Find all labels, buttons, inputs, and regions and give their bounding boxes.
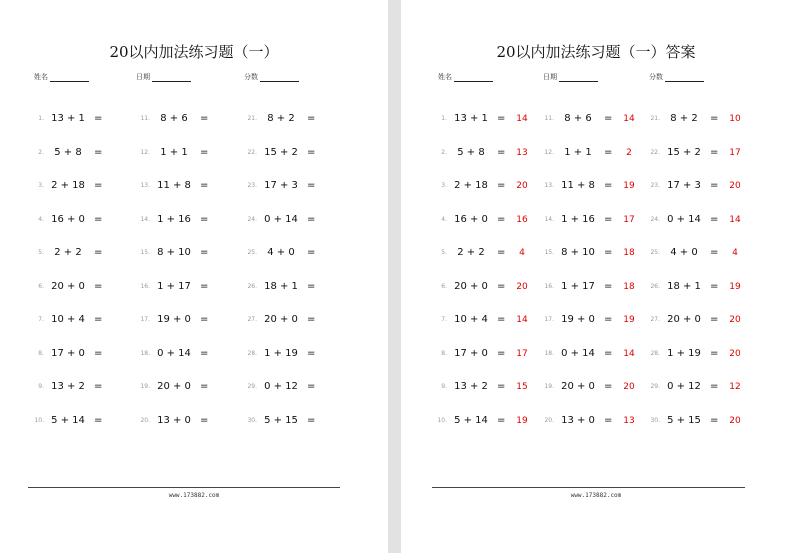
problem-expression: 8 + 6 — [160, 113, 188, 124]
problem-number: 6. — [441, 282, 447, 290]
answer-value: 14 — [516, 315, 528, 325]
problem-number: 28. — [650, 349, 660, 357]
equals-sign: = — [604, 280, 613, 292]
score-label: 分数 — [244, 73, 258, 81]
problem-expression: 5 + 14 — [454, 414, 488, 426]
problem-row — [28, 348, 138, 362]
equals-sign: = — [307, 280, 316, 292]
problem-expression: 0 + 14 — [157, 347, 191, 359]
equals-sign: = — [604, 314, 613, 325]
equals-sign: = — [94, 280, 103, 292]
problem-number: 10. — [34, 416, 44, 424]
answer-value: 20 — [729, 415, 741, 426]
problem-expression: 1 + 19 — [667, 347, 701, 359]
problem-expression: 17 + 0 — [454, 347, 488, 359]
worksheet-title: 20以内加法练习题（一） — [109, 43, 279, 61]
name-blank[interactable] — [50, 72, 89, 82]
answer-row — [644, 247, 754, 261]
problem-expression: 11 + 8 — [157, 180, 191, 191]
problem-number: 30. — [650, 416, 660, 424]
footer-url: www.173882.com — [168, 492, 220, 499]
problem-expression: 4 + 0 — [670, 247, 698, 258]
problem-number: 10. — [437, 416, 447, 424]
problem-row — [241, 113, 351, 127]
equals-sign: = — [497, 180, 506, 191]
problem-number: 5. — [38, 249, 44, 256]
problem-row — [241, 214, 351, 228]
equals-sign: = — [94, 381, 103, 392]
problem-number: 17. — [544, 316, 554, 323]
problem-expression: 18 + 1 — [264, 280, 298, 292]
equals-sign: = — [200, 414, 209, 426]
answer-row — [644, 113, 754, 127]
problem-row — [241, 247, 351, 261]
equals-sign: = — [307, 180, 316, 191]
problem-expression: 5 + 14 — [51, 414, 85, 426]
score-label: 分数 — [649, 73, 663, 81]
answer-row — [431, 113, 541, 127]
problem-row — [134, 281, 244, 295]
name-label: 姓名 — [438, 73, 452, 81]
answer-page — [401, 0, 791, 553]
problem-expression: 5 + 8 — [457, 146, 485, 158]
problem-number: 21. — [247, 115, 257, 122]
equals-sign: = — [710, 180, 719, 191]
name-label: 姓名 — [34, 73, 48, 81]
equals-sign: = — [200, 213, 209, 225]
problem-row — [134, 247, 244, 261]
problem-number: 27. — [247, 316, 257, 323]
problem-number: 19. — [544, 383, 554, 390]
equals-sign: = — [710, 347, 719, 359]
problem-number: 5. — [441, 249, 447, 256]
problem-expression: 13 + 1 — [51, 113, 85, 124]
equals-sign: = — [307, 347, 316, 359]
problem-row — [241, 314, 351, 328]
problem-expression: 13 + 0 — [157, 414, 191, 426]
problem-row — [241, 281, 351, 295]
problem-number: 26. — [650, 282, 660, 290]
problem-row — [28, 214, 138, 228]
problem-number: 22. — [247, 148, 257, 156]
problem-expression: 0 + 12 — [264, 381, 298, 392]
problem-number: 26. — [247, 282, 257, 290]
equals-sign: = — [307, 381, 316, 392]
problem-number: 16. — [140, 282, 150, 290]
answer-value: 20 — [729, 181, 741, 191]
equals-sign: = — [307, 314, 316, 325]
problem-number: 25. — [650, 249, 660, 256]
problem-number: 24. — [247, 215, 257, 223]
answer-value: 19 — [623, 315, 635, 325]
answer-value: 20 — [623, 382, 635, 392]
date-field — [543, 72, 598, 82]
equals-sign: = — [604, 213, 613, 225]
answer-row — [644, 180, 754, 194]
problem-expression: 10 + 4 — [454, 314, 488, 325]
answer-row — [538, 381, 648, 395]
equals-sign: = — [94, 347, 103, 359]
problem-number: 11. — [544, 115, 554, 122]
problem-expression: 1 + 19 — [264, 347, 298, 359]
problem-expression: 4 + 0 — [267, 247, 295, 258]
score-field — [244, 72, 299, 82]
problem-number: 8. — [38, 349, 44, 357]
equals-sign: = — [497, 247, 506, 258]
date-label: 日期 — [543, 73, 557, 81]
problem-number: 15. — [544, 249, 554, 256]
answer-value: 15 — [516, 382, 528, 392]
problem-expression: 2 + 2 — [457, 247, 485, 258]
problem-number: 11. — [140, 115, 150, 122]
worksheet-page — [0, 0, 388, 553]
equals-sign: = — [604, 180, 613, 191]
answer-value: 17 — [623, 214, 635, 225]
equals-sign: = — [94, 247, 103, 258]
problem-number: 3. — [38, 182, 44, 189]
equals-sign: = — [710, 414, 719, 426]
score-field — [649, 72, 704, 82]
equals-sign: = — [604, 414, 613, 426]
equals-sign: = — [710, 146, 719, 158]
problem-expression: 13 + 2 — [454, 381, 488, 392]
problem-expression: 0 + 14 — [667, 213, 701, 225]
name-blank[interactable] — [454, 72, 493, 82]
equals-sign: = — [200, 347, 209, 359]
answer-row — [538, 348, 648, 362]
problem-number: 2. — [441, 148, 447, 156]
answer-row — [538, 180, 648, 194]
problem-expression: 0 + 14 — [561, 347, 595, 359]
date-blank[interactable] — [559, 72, 598, 82]
problem-expression: 8 + 2 — [670, 113, 698, 124]
problem-number: 15. — [140, 249, 150, 256]
answer-value: 13 — [623, 415, 635, 426]
problem-expression: 1 + 17 — [157, 280, 191, 292]
problem-number: 19. — [140, 383, 150, 390]
answer-value: 17 — [729, 147, 741, 158]
answer-value: 19 — [516, 415, 528, 426]
equals-sign: = — [604, 113, 613, 124]
equals-sign: = — [497, 213, 506, 225]
footer-divider — [28, 487, 340, 488]
equals-sign: = — [200, 113, 209, 124]
equals-sign: = — [307, 213, 316, 225]
problem-row — [134, 180, 244, 194]
equals-sign: = — [94, 146, 103, 158]
answer-value: 14 — [729, 214, 741, 225]
problem-expression: 5 + 15 — [264, 414, 298, 426]
problem-number: 27. — [650, 316, 660, 323]
problem-expression: 16 + 0 — [51, 213, 85, 225]
equals-sign: = — [94, 414, 103, 426]
answer-value: 13 — [516, 147, 528, 158]
problem-expression: 0 + 14 — [264, 213, 298, 225]
answer-value: 20 — [516, 181, 528, 191]
answer-row — [538, 113, 648, 127]
equals-sign: = — [497, 347, 506, 359]
problem-number: 18. — [544, 349, 554, 357]
equals-sign: = — [307, 414, 316, 426]
problem-number: 12. — [140, 148, 150, 156]
problem-expression: 19 + 0 — [561, 314, 595, 325]
problem-expression: 20 + 0 — [51, 280, 85, 292]
problem-number: 20. — [544, 416, 554, 424]
equals-sign: = — [94, 113, 103, 124]
answer-value: 10 — [729, 114, 741, 124]
equals-sign: = — [200, 180, 209, 191]
problem-expression: 20 + 0 — [561, 381, 595, 392]
answer-row — [431, 348, 541, 362]
problem-expression: 1 + 16 — [561, 213, 595, 225]
answer-title: 20以内加法练习题（一）答案 — [496, 43, 696, 61]
problem-expression: 1 + 1 — [564, 146, 592, 158]
answer-value: 4 — [732, 248, 738, 258]
date-label: 日期 — [136, 73, 150, 81]
score-blank[interactable] — [665, 72, 704, 82]
answer-value: 20 — [729, 315, 741, 325]
answer-value: 14 — [516, 114, 528, 124]
answer-value: 17 — [516, 348, 528, 359]
problem-expression: 13 + 2 — [51, 381, 85, 392]
problem-number: 14. — [544, 215, 554, 223]
problem-row — [134, 348, 244, 362]
equals-sign: = — [710, 314, 719, 325]
equals-sign: = — [94, 213, 103, 225]
answer-row — [538, 314, 648, 328]
problem-number: 23. — [247, 182, 257, 189]
equals-sign: = — [200, 314, 209, 325]
answer-row — [644, 348, 754, 362]
answer-value: 4 — [519, 248, 525, 258]
problem-number: 2. — [38, 148, 44, 156]
problem-expression: 2 + 2 — [54, 247, 82, 258]
answer-row — [431, 214, 541, 228]
problem-number: 9. — [441, 383, 447, 390]
equals-sign: = — [497, 381, 506, 392]
problem-expression: 2 + 18 — [454, 180, 488, 191]
problem-number: 8. — [441, 349, 447, 357]
problem-expression: 17 + 0 — [51, 347, 85, 359]
problem-number: 29. — [650, 383, 660, 390]
problem-expression: 0 + 12 — [667, 381, 701, 392]
problem-number: 4. — [441, 215, 447, 223]
problem-expression: 15 + 2 — [264, 146, 298, 158]
problem-expression: 1 + 1 — [160, 146, 188, 158]
answer-row — [431, 415, 541, 429]
problem-number: 9. — [38, 383, 44, 390]
problem-row — [134, 147, 244, 161]
problem-expression: 18 + 1 — [667, 280, 701, 292]
equals-sign: = — [710, 247, 719, 258]
problem-number: 16. — [544, 282, 554, 290]
answer-row — [538, 214, 648, 228]
problem-expression: 5 + 8 — [54, 146, 82, 158]
problem-expression: 17 + 3 — [264, 180, 298, 191]
problem-row — [28, 415, 138, 429]
equals-sign: = — [200, 381, 209, 392]
answer-value: 2 — [626, 147, 632, 158]
problem-row — [28, 113, 138, 127]
problem-row — [28, 281, 138, 295]
answer-row — [431, 381, 541, 395]
problem-row — [134, 381, 244, 395]
problem-row — [241, 381, 351, 395]
answer-row — [644, 314, 754, 328]
problem-number: 7. — [38, 316, 44, 323]
equals-sign: = — [604, 247, 613, 258]
answer-row — [538, 247, 648, 261]
answer-value: 19 — [729, 281, 741, 292]
problem-row — [241, 147, 351, 161]
equals-sign: = — [710, 381, 719, 392]
problem-number: 13. — [140, 182, 150, 189]
problem-number: 21. — [650, 115, 660, 122]
problem-expression: 19 + 0 — [157, 314, 191, 325]
answer-row — [644, 415, 754, 429]
equals-sign: = — [497, 113, 506, 124]
problem-row — [241, 415, 351, 429]
equals-sign: = — [307, 247, 316, 258]
problem-number: 24. — [650, 215, 660, 223]
problem-row — [28, 247, 138, 261]
problem-expression: 8 + 2 — [267, 113, 295, 124]
equals-sign: = — [200, 247, 209, 258]
problem-number: 29. — [247, 383, 257, 390]
problem-row — [28, 180, 138, 194]
problem-expression: 20 + 0 — [454, 280, 488, 292]
problem-number: 6. — [38, 282, 44, 290]
equals-sign: = — [710, 213, 719, 225]
problem-expression: 20 + 0 — [157, 381, 191, 392]
problem-number: 1. — [38, 115, 44, 122]
problem-number: 7. — [441, 316, 447, 323]
answer-row — [644, 281, 754, 295]
problem-number: 22. — [650, 148, 660, 156]
problem-number: 30. — [247, 416, 257, 424]
equals-sign: = — [200, 280, 209, 292]
problem-number: 14. — [140, 215, 150, 223]
answer-row — [538, 415, 648, 429]
problem-row — [134, 314, 244, 328]
problem-number: 13. — [544, 182, 554, 189]
name-field — [438, 72, 493, 82]
problem-expression: 8 + 10 — [157, 247, 191, 258]
footer-url: www.173882.com — [570, 492, 622, 499]
answer-value: 16 — [516, 214, 528, 225]
problem-expression: 10 + 4 — [51, 314, 85, 325]
problem-number: 25. — [247, 249, 257, 256]
problem-expression: 13 + 1 — [454, 113, 488, 124]
problem-expression: 20 + 0 — [264, 314, 298, 325]
equals-sign: = — [307, 146, 316, 158]
equals-sign: = — [710, 113, 719, 124]
problem-expression: 5 + 15 — [667, 414, 701, 426]
problem-expression: 17 + 3 — [667, 180, 701, 191]
answer-value: 18 — [623, 248, 635, 258]
problem-row — [134, 415, 244, 429]
problem-expression: 1 + 16 — [157, 213, 191, 225]
problem-row — [241, 180, 351, 194]
equals-sign: = — [200, 146, 209, 158]
footer-divider — [432, 487, 745, 488]
problem-expression: 11 + 8 — [561, 180, 595, 191]
answer-row — [431, 147, 541, 161]
problem-number: 23. — [650, 182, 660, 189]
equals-sign: = — [710, 280, 719, 292]
problem-expression: 15 + 2 — [667, 146, 701, 158]
problem-expression: 1 + 17 — [561, 280, 595, 292]
equals-sign: = — [497, 314, 506, 325]
problem-row — [28, 381, 138, 395]
answer-value: 18 — [623, 281, 635, 292]
answer-row — [431, 281, 541, 295]
answer-row — [644, 214, 754, 228]
name-field — [34, 72, 89, 82]
problem-expression: 20 + 0 — [667, 314, 701, 325]
problem-expression: 16 + 0 — [454, 213, 488, 225]
equals-sign: = — [94, 180, 103, 191]
answer-value: 20 — [516, 281, 528, 292]
problem-expression: 13 + 0 — [561, 414, 595, 426]
problem-expression: 8 + 6 — [564, 113, 592, 124]
answer-value: 12 — [729, 382, 741, 392]
problem-number: 17. — [140, 316, 150, 323]
answer-row — [431, 247, 541, 261]
answer-value: 19 — [623, 181, 635, 191]
answer-value: 14 — [623, 348, 635, 359]
problem-row — [28, 314, 138, 328]
answer-row — [644, 147, 754, 161]
problem-row — [134, 214, 244, 228]
problem-expression: 2 + 18 — [51, 180, 85, 191]
answer-row — [644, 381, 754, 395]
problem-number: 3. — [441, 182, 447, 189]
score-blank[interactable] — [260, 72, 299, 82]
problem-row — [134, 113, 244, 127]
problem-row — [28, 147, 138, 161]
problem-number: 12. — [544, 148, 554, 156]
equals-sign: = — [604, 381, 613, 392]
equals-sign: = — [307, 113, 316, 124]
answer-row — [538, 147, 648, 161]
problem-row — [241, 348, 351, 362]
problem-number: 1. — [441, 115, 447, 122]
answer-row — [538, 281, 648, 295]
equals-sign: = — [497, 146, 506, 158]
equals-sign: = — [604, 146, 613, 158]
equals-sign: = — [604, 347, 613, 359]
answer-row — [431, 314, 541, 328]
answer-value: 14 — [623, 114, 635, 124]
problem-number: 20. — [140, 416, 150, 424]
date-blank[interactable] — [152, 72, 191, 82]
problem-number: 28. — [247, 349, 257, 357]
answer-row — [431, 180, 541, 194]
answer-value: 20 — [729, 348, 741, 359]
problem-expression: 8 + 10 — [561, 247, 595, 258]
equals-sign: = — [94, 314, 103, 325]
equals-sign: = — [497, 280, 506, 292]
equals-sign: = — [497, 414, 506, 426]
problem-number: 4. — [38, 215, 44, 223]
date-field — [136, 72, 191, 82]
problem-number: 18. — [140, 349, 150, 357]
